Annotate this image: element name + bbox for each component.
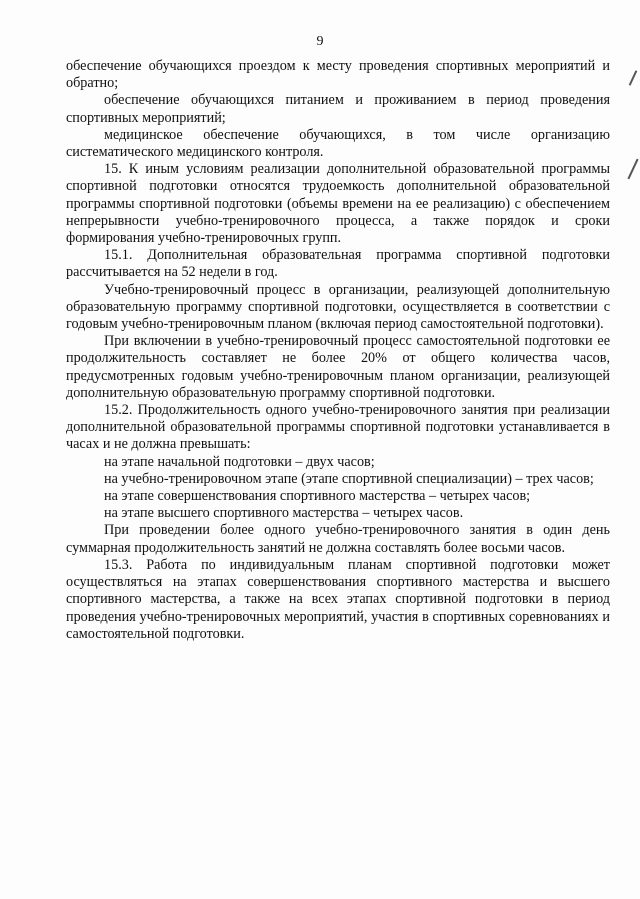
list-item-initial-stage: на этапе начальной подготовки – двух часов; xyxy=(104,453,375,470)
paragraph-medical: медицинское обеспечение обучающихся, в том числе организацию систематического медицинского контроля. xyxy=(66,126,610,161)
paragraph-training-process: Учебно-тренировочный процесс в организации, реализующей дополнительную образовательную программу спортивной подготовки, осуществляется в соответствии с годовым учебно-тренировочным планом (включая период самостоятельной подготовки). xyxy=(66,281,610,333)
paragraph-15: 15. К иным условиям реализации дополнительной образовательной программы спортивной подготовки относятся трудоемкость дополнительной образовательной программы спортивной подготовки (объемы времени на ее реализацию) с обеспечением непрерывности учебно-тренировочного процесса, а также порядок и сроки формирования учебно-тренировочных групп. xyxy=(66,161,610,247)
paragraph-food-lodging: обеспечение обучающихся питанием и проживанием в период проведения спортивных мероприятий; xyxy=(66,92,610,126)
document-body xyxy=(66,58,610,643)
paragraph-15-1: 15.1. Дополнительная образовательная программа спортивной подготовки рассчитывается на 52 недели в год. xyxy=(66,247,610,281)
list-item-training-stage: на учебно-тренировочном этапе (этапе спортивной специализации) – трех часов; xyxy=(104,470,594,487)
paragraph-15-2: 15.2. Продолжительность одного учебно-тренировочного занятия при реализации дополнительной образовательной программы спортивной подготовки устанавливается в часах и не должна превышать: xyxy=(66,402,610,453)
list-item-higher-stage: на этапе высшего спортивного мастерства – четырех часов. xyxy=(104,505,464,522)
list-item-improvement-stage: на этапе совершенствования спортивного мастерства – четырех часов; xyxy=(104,488,531,505)
paragraph-multiple-sessions: При проведении более одного учебно-тренировочного занятия в один день суммарная продолжительность занятий не должна составлять более восьми часов. xyxy=(66,522,610,556)
paragraph-self-training: При включении в учебно-тренировочный процесс самостоятельной подготовки ее продолжительность составляет не более 20% от общего количества часов, предусмотренных годовым учебно-тренировочным планом организации, реализующей дополнительную образовательную программу спортивной подготовки. xyxy=(66,333,610,401)
page-number: 9 xyxy=(316,34,324,49)
paragraph-transport: обеспечение обучающихся проездом к месту проведения спортивных мероприятий и обратно; xyxy=(66,58,610,92)
margin-mark xyxy=(627,159,638,180)
paragraph-15-3: 15.3. Работа по индивидуальным планам спортивной подготовки может осуществляться на этапах совершенствования спортивного мастерства и высшего спортивного мастерства, а также на всех этапах спортивной подготовки в период проведения учебно-тренировочных мероприятий, участия в спортивных соревнованиях и самостоятельной подготовки. xyxy=(66,556,610,642)
margin-mark xyxy=(629,70,638,85)
